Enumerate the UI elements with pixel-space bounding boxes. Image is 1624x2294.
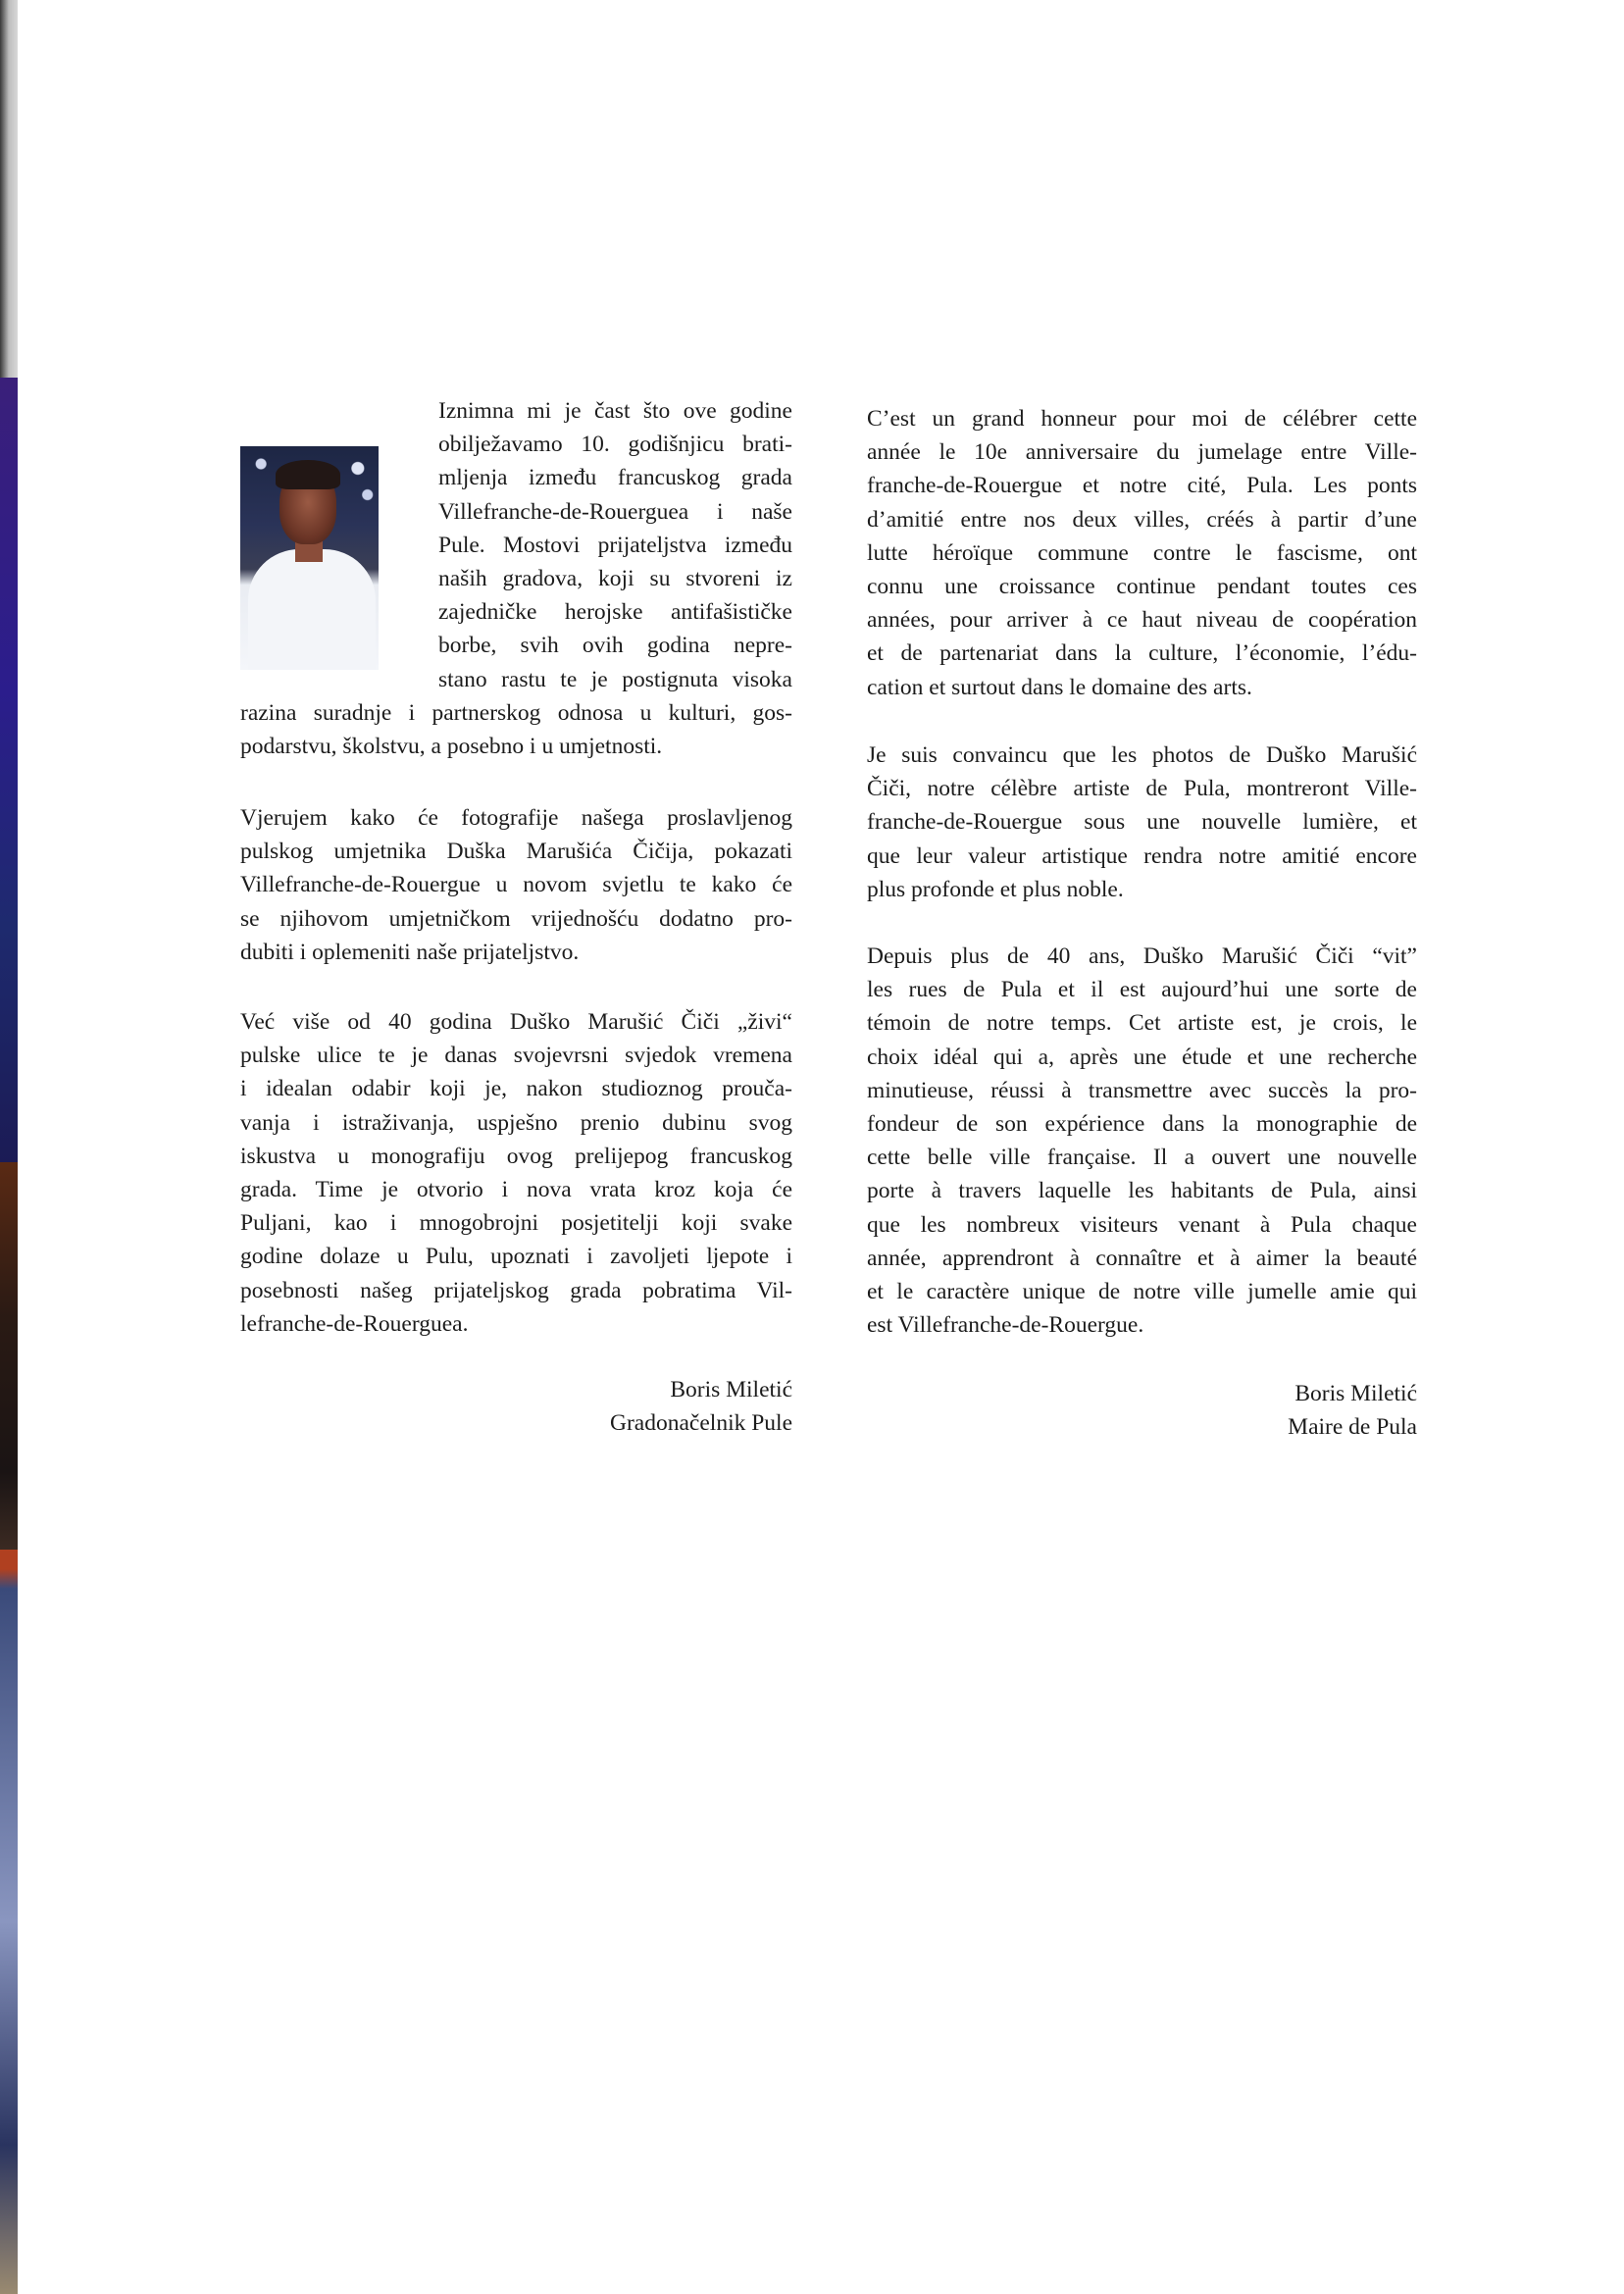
text-line: années, pour arriver à ce haut niveau de coopération: [867, 607, 1417, 634]
text-line: les rues de Pula et il est aujourd’hui une sorte de: [867, 977, 1417, 1003]
text-line: godine dolaze u Pulu, upoznati i zavoljeti ljepote i: [240, 1244, 792, 1270]
page-edge-strip-4: [0, 1550, 18, 2294]
text-line: minutieuse, réussi à transmettre avec succès la pro-: [867, 1077, 1417, 1103]
signature-title: Gradonačelnik Pule: [610, 1410, 792, 1436]
text-line: porte à travers laquelle les habitants de Pula, ainsi: [867, 1178, 1417, 1204]
text-line: i idealan odabir koji je, nakon studioznog prouča-: [240, 1076, 792, 1102]
text-line: témoin de notre temps. Cet artiste est, je crois, le: [867, 1010, 1417, 1037]
text-line: Villefranche-de-Rouerguea i naše: [438, 498, 792, 525]
text-line: que leur valeur artistique rendra notre amitié encore: [867, 842, 1417, 869]
text-line: iskustva u monografiju ovog prelijepog francuskog: [240, 1143, 792, 1169]
page-edge-strip-1: [0, 0, 18, 378]
text-line: année le 10e anniversaire du jumelage entre Ville-: [867, 439, 1417, 466]
text-line: cette belle ville française. Il a ouvert une nouvelle: [867, 1145, 1417, 1171]
text-line: lefranche-de-Rouerguea.: [240, 1310, 469, 1337]
page-edge-strip-2: [0, 378, 18, 1162]
text-line: borbe, svih ovih godina nepre-: [438, 633, 792, 659]
text-line: Čiči, notre célèbre artiste de Pula, montreront Ville-: [867, 776, 1417, 802]
text-line: podarstvu, školstvu, a posebno i u umjetnosti.: [240, 734, 663, 760]
text-line: année, apprendront à connaître et à aimer la beauté: [867, 1245, 1417, 1271]
french-paragraph-2: [867, 739, 1417, 906]
croatian-paragraph-1: [240, 394, 792, 763]
text-line: est Villefranche-de-Rouergue.: [867, 1312, 1144, 1339]
text-line: Je suis convaincu que les photos de Duško Marušić: [867, 742, 1417, 768]
text-line: posebnosti našeg prijateljskog grada pobratima Vil-: [240, 1277, 792, 1303]
text-line: d’amitié entre nos deux villes, créés à partir d’une: [867, 506, 1417, 533]
signature-name: Boris Miletić: [1294, 1381, 1417, 1406]
text-line: choix idéal qui a, après une étude et une recherche: [867, 1044, 1417, 1070]
text-line: Villefranche-de-Rouergue u novom svjetlu te kako će: [240, 872, 792, 898]
text-line: pulske ulice te je danas svojevrsni svjedok vremena: [240, 1043, 792, 1069]
text-line: lutte héroïque commune contre le fascisme, ont: [867, 539, 1417, 566]
signature-title: Maire de Pula: [1288, 1414, 1417, 1440]
croatian-signature: [610, 1373, 792, 1440]
text-line: Puljani, kao i mnogobrojni posjetitelji koji svake: [240, 1210, 792, 1237]
text-line: que les nombreux visiteurs venant à Pula chaque: [867, 1211, 1417, 1238]
page-edge-strip-3: [0, 1162, 18, 1550]
text-line: Već više od 40 godina Duško Marušić Čiči „živi“: [240, 1009, 792, 1035]
french-paragraph-3: [867, 940, 1417, 1342]
text-line: obilježavamo 10. godišnjicu brati-: [438, 432, 792, 458]
text-line: grada. Time je otvorio i nova vrata kroz koja će: [240, 1177, 792, 1203]
text-line: zajedničke herojske antifašističke: [438, 599, 792, 626]
text-line: et de partenariat dans la culture, l’économie, l’édu-: [867, 640, 1417, 667]
text-line: mljenja između francuskog grada: [438, 465, 792, 491]
text-line: fondeur de son expérience dans la monographie de: [867, 1111, 1417, 1138]
text-line: Iznimna mi je čast što ove godine: [438, 398, 792, 424]
text-line: connu une croissance continue pendant toutes ces: [867, 574, 1417, 600]
text-line: et le caractère unique de notre ville jumelle amie qui: [867, 1279, 1417, 1305]
signature-name: Boris Miletić: [670, 1377, 792, 1402]
croatian-paragraph-2: [240, 801, 792, 969]
text-line: cation et surtout dans le domaine des arts.: [867, 674, 1252, 700]
text-line: franche-de-Rouergue et notre cité, Pula. Les ponts: [867, 473, 1417, 499]
text-line: franche-de-Rouergue sous une nouvelle lumière, et: [867, 809, 1417, 836]
text-line: stano rastu te je postignuta visoka: [438, 666, 792, 692]
text-line: pulskog umjetnika Duška Marušića Čičija, pokazati: [240, 839, 792, 865]
french-signature: [1288, 1377, 1417, 1444]
text-line: vanja i istraživanja, uspješno prenio dubinu svog: [240, 1109, 792, 1136]
text-line: razina suradnje i partnerskog odnosa u kulturi, gos-: [240, 699, 792, 726]
croatian-column: [240, 394, 792, 1473]
text-line: se njihovom umjetničkom vrijednošću dodatno pro-: [240, 905, 792, 932]
text-line: plus profonde et plus noble.: [867, 876, 1124, 902]
french-column: [867, 402, 1417, 1481]
french-paragraph-1: [867, 402, 1417, 704]
text-line: Vjerujem kako će fotografije našega proslavljenog: [240, 805, 792, 831]
text-line: naših gradova, koji su stvoreni iz: [438, 566, 792, 592]
text-line: Depuis plus de 40 ans, Duško Marušić Čiči “vit”: [867, 943, 1417, 969]
text-line: Pule. Mostovi prijateljstva između: [438, 532, 792, 558]
text-line: dubiti i oplemeniti naše prijateljstvo.: [240, 939, 580, 965]
croatian-paragraph-3: [240, 1005, 792, 1341]
text-line: C’est un grand honneur pour moi de célébrer cette: [867, 406, 1417, 432]
